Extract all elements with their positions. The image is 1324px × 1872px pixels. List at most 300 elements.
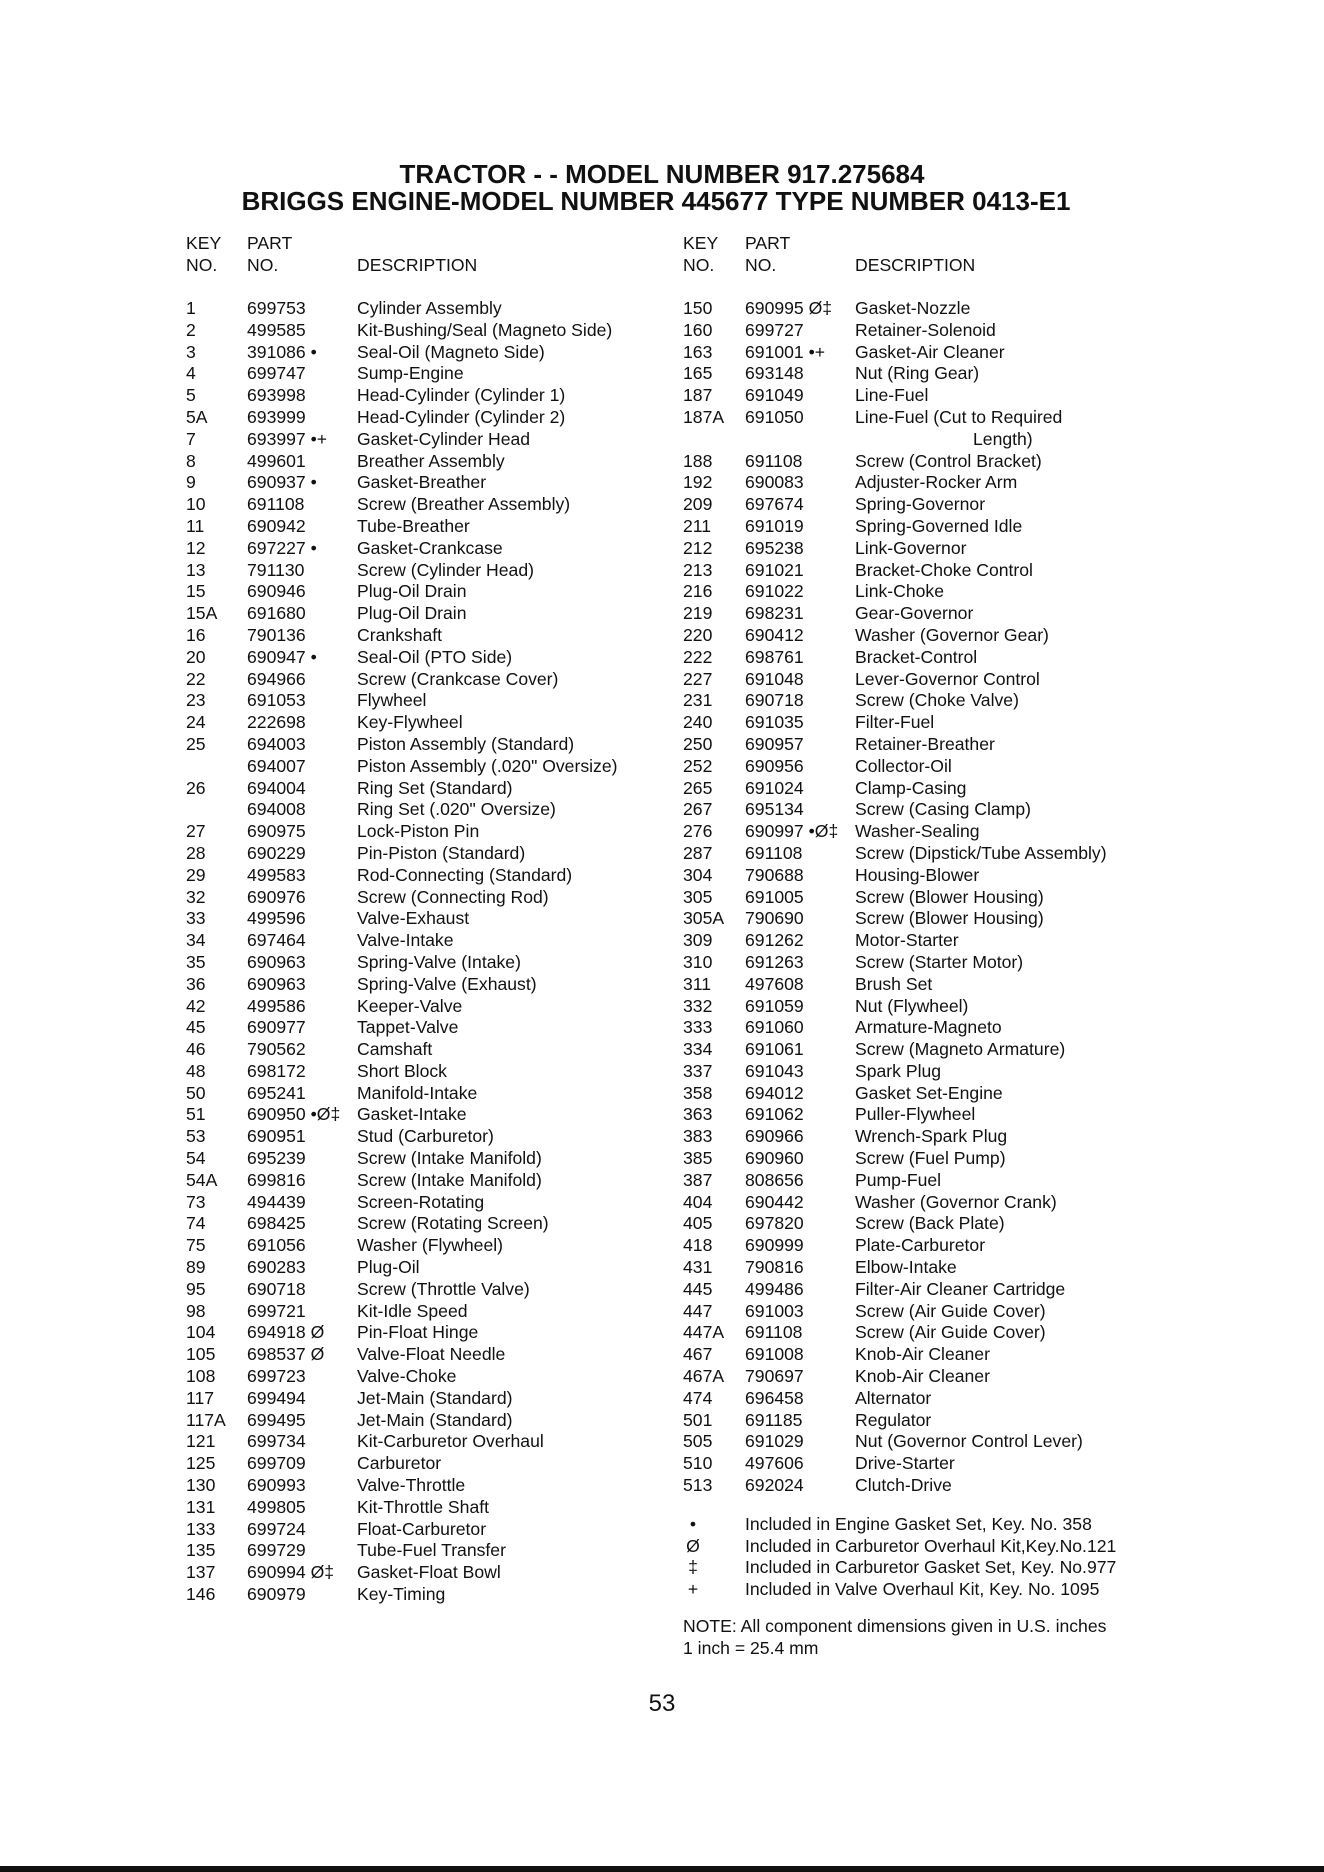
part-description: Clamp-Casing [855, 777, 967, 798]
key-no: 358 [683, 1082, 713, 1103]
part-description: Line-Fuel (Cut to Required [855, 406, 1063, 427]
part-description: Gear-Governor [855, 603, 974, 624]
part-no: 690718 [745, 690, 804, 711]
key-no: 98 [186, 1300, 206, 1321]
key-no: 32 [186, 886, 206, 907]
part-row [683, 1083, 1106, 1105]
part-description: Plate-Carburetor [855, 1235, 986, 1256]
part-no: 691108 [745, 450, 803, 471]
legend-text: Included in Carburetor Overhaul Kit,Key.No.121 [745, 1535, 1117, 1556]
part-description: Lock-Piston Pin [357, 821, 480, 842]
key-no: 188 [683, 450, 713, 471]
part-row [683, 560, 1106, 582]
key-no: 73 [186, 1191, 206, 1212]
part-row [683, 494, 1106, 516]
part-description: Pin-Float Hinge [357, 1322, 479, 1343]
key-no: 5 [186, 385, 196, 406]
part-header-bottom: NO. [745, 255, 777, 275]
part-no: 690951 [247, 1126, 306, 1147]
part-description: Screw (Air Guide Cover) [855, 1322, 1046, 1343]
part-no: 690950 •Ø‡ [247, 1104, 341, 1125]
part-no: 699709 [247, 1453, 306, 1474]
part-row [683, 908, 1106, 930]
part-no: 790816 [745, 1257, 804, 1278]
part-no: 691060 [745, 1017, 804, 1038]
legend-symbol: • [689, 1513, 697, 1534]
key-no: 11 [186, 515, 205, 536]
part-row [683, 1301, 1106, 1323]
parts-list-right [683, 232, 1117, 1659]
key-no: 332 [683, 995, 713, 1016]
key-no: 25 [186, 733, 206, 754]
part-no: 790690 [745, 908, 804, 929]
part-description: Nut (Ring Gear) [855, 363, 980, 384]
key-no: 187 [683, 385, 713, 406]
part-row [683, 342, 1106, 364]
key-no: 125 [186, 1453, 216, 1474]
part-row [683, 1453, 1106, 1475]
key-no: 54A [186, 1169, 218, 1190]
part-description: Washer (Governor Gear) [855, 624, 1049, 645]
description-header: DESCRIPTION [357, 255, 478, 275]
part-no: 691021 [745, 559, 804, 580]
part-row [683, 1213, 1106, 1235]
part-no: 691029 [745, 1431, 804, 1452]
key-no: 15 [186, 581, 206, 602]
key-no: 75 [186, 1235, 206, 1256]
part-no: 693998 [247, 385, 306, 406]
part-row [683, 407, 1106, 429]
part-row [683, 1039, 1106, 1061]
key-no: 135 [186, 1540, 216, 1561]
part-description: Washer (Flywheel) [357, 1235, 503, 1256]
key-no: 431 [683, 1257, 713, 1278]
part-no: 691022 [745, 581, 804, 602]
part-no: 790688 [745, 864, 804, 885]
part-description: Tube-Breather [357, 515, 470, 536]
part-no: 690229 [247, 842, 306, 863]
part-description: Screw (Rotating Screen) [357, 1213, 549, 1234]
key-no: 117 [186, 1387, 215, 1408]
key-no: 467A [683, 1366, 725, 1387]
part-no: 391086 • [247, 341, 317, 362]
part-description: Key-Timing [357, 1584, 446, 1605]
key-no: 24 [186, 712, 206, 733]
part-no: 694003 [247, 733, 306, 754]
part-description: Armature-Magneto [855, 1017, 1002, 1038]
part-description: Screw (Throttle Valve) [357, 1278, 530, 1299]
part-no: 808656 [745, 1169, 804, 1190]
legend-item [683, 1514, 1106, 1536]
part-description: Rod-Connecting (Standard) [357, 864, 573, 885]
key-no: 27 [186, 821, 206, 842]
part-no: 693997 •+ [247, 428, 328, 449]
part-description: Pump-Fuel [855, 1169, 942, 1190]
part-no: 690994 Ø‡ [247, 1562, 335, 1583]
part-row [683, 974, 1106, 996]
bottom-rule [0, 1866, 1324, 1872]
part-no: 790697 [745, 1366, 804, 1387]
part-description: Filter-Fuel [855, 712, 935, 733]
part-row [683, 647, 1106, 669]
part-description: Screw (Magneto Armature) [855, 1039, 1066, 1060]
key-no: 36 [186, 973, 206, 994]
part-no: 691108 [745, 1322, 803, 1343]
part-no: 695134 [745, 799, 804, 820]
part-row [683, 451, 1106, 473]
part-no: 698537 Ø [247, 1344, 325, 1365]
key-no: 309 [683, 930, 713, 951]
key-header-top: KEY [683, 233, 719, 253]
key-no: 4 [186, 363, 196, 384]
part-no: 694918 Ø [247, 1322, 325, 1343]
key-no: 216 [683, 581, 713, 602]
part-description: Nut (Governor Control Lever) [855, 1431, 1083, 1452]
part-description: Breather Assembly [357, 450, 505, 471]
part-no: 694012 [745, 1082, 804, 1103]
page-title: TRACTOR - - MODEL NUMBER 917.275684 [399, 159, 925, 189]
part-description: Plug-Oil Drain [357, 581, 467, 602]
part-no: 690997 •Ø‡ [745, 821, 839, 842]
part-row [683, 1104, 1106, 1126]
part-description: Screw (Control Bracket) [855, 450, 1042, 471]
part-header-bottom: NO. [247, 255, 279, 275]
key-no: 8 [186, 450, 196, 471]
part-no: 691008 [745, 1344, 804, 1365]
part-no: 699753 [247, 298, 306, 318]
part-no: 691053 [247, 690, 306, 711]
part-row [683, 690, 1106, 712]
key-no: 304 [683, 864, 713, 885]
key-no: 22 [186, 668, 206, 689]
part-description: Alternator [855, 1387, 932, 1408]
part-description: Crankshaft [357, 624, 443, 645]
key-no: 160 [683, 319, 713, 340]
key-no: 29 [186, 864, 206, 885]
part-no: 694008 [247, 799, 306, 820]
part-no: 691019 [745, 515, 804, 536]
column-header [683, 232, 1106, 298]
key-no: 305A [683, 908, 725, 929]
part-description: Adjuster-Rocker Arm [855, 472, 1018, 493]
key-no: 133 [186, 1518, 216, 1539]
part-description: Housing-Blower [855, 864, 980, 885]
key-header-bottom: NO. [683, 255, 715, 275]
key-no: 51 [186, 1104, 206, 1125]
legend-text: Included in Valve Overhaul Kit, Key. No. 1095 [745, 1579, 1100, 1600]
part-row [683, 429, 1106, 451]
part-description: Head-Cylinder (Cylinder 2) [357, 406, 566, 427]
part-row [683, 1257, 1106, 1279]
part-description: Spring-Valve (Intake) [357, 951, 521, 972]
part-no: 699816 [247, 1169, 306, 1190]
legend-item [683, 1535, 1117, 1558]
part-row [683, 1431, 1106, 1453]
part-no: 690995 Ø‡ [745, 298, 833, 318]
part-row [683, 778, 1106, 800]
key-no: 222 [683, 646, 713, 667]
part-description: Wrench-Spark Plug [855, 1126, 1008, 1147]
part-no: 690412 [745, 624, 804, 645]
part-description: Camshaft [357, 1039, 433, 1060]
key-no: 165 [683, 363, 713, 384]
part-description: Filter-Air Cleaner Cartridge [855, 1278, 1066, 1299]
part-no: 691003 [745, 1300, 804, 1321]
key-no: 3 [186, 341, 196, 362]
part-description: Screw (Dipstick/Tube Assembly) [855, 842, 1107, 863]
part-description: Stud (Carburetor) [357, 1126, 494, 1147]
key-no: 501 [683, 1409, 713, 1430]
part-description: Screw (Blower Housing) [855, 886, 1044, 907]
part-description: Link-Governor [855, 537, 967, 558]
key-no: 267 [683, 799, 713, 820]
part-no: 699729 [247, 1540, 306, 1561]
part-description: Washer (Governor Crank) [855, 1191, 1057, 1212]
part-no: 697227 • [247, 537, 317, 558]
part-description: Gasket-Breather [357, 472, 487, 493]
part-no: 497606 [745, 1453, 804, 1474]
part-no: 690442 [745, 1191, 804, 1212]
key-no: 252 [683, 755, 713, 776]
key-no: 130 [186, 1475, 216, 1496]
key-no: 9 [186, 472, 196, 493]
part-no: 690975 [247, 821, 306, 842]
key-no: 89 [186, 1257, 206, 1278]
part-row [683, 865, 1106, 887]
part-description: Retainer-Solenoid [855, 319, 996, 340]
part-no: 699723 [247, 1366, 306, 1387]
part-header-top: PART [247, 233, 293, 253]
part-description: Gasket-Air Cleaner [855, 341, 1005, 362]
key-no: 46 [186, 1039, 206, 1060]
key-no: 34 [186, 930, 206, 951]
part-description: Drive-Starter [855, 1453, 955, 1474]
part-row [683, 625, 1106, 647]
key-no: 240 [683, 712, 713, 733]
part-description: Screw (Intake Manifold) [357, 1148, 542, 1169]
part-no: 691049 [745, 385, 804, 406]
key-no: 12 [186, 537, 206, 558]
part-description: Piston Assembly (.020" Oversize) [357, 755, 618, 776]
part-description: Piston Assembly (Standard) [357, 733, 575, 754]
part-row [683, 734, 1106, 756]
key-no: 213 [683, 559, 713, 580]
part-description: Flywheel [357, 690, 427, 711]
part-description: Puller-Flywheel [855, 1104, 976, 1125]
key-no: 150 [683, 298, 713, 318]
part-description: Screw (Cylinder Head) [357, 559, 534, 580]
key-no: 310 [683, 951, 713, 972]
part-no: 499486 [745, 1278, 804, 1299]
part-no: 696458 [745, 1387, 804, 1408]
part-row [683, 320, 1106, 342]
part-row [683, 1235, 1106, 1257]
key-no: 42 [186, 995, 206, 1016]
part-description: Jet-Main (Standard) [357, 1409, 513, 1430]
key-no: 211 [683, 515, 712, 536]
part-description: Tube-Fuel Transfer [357, 1540, 506, 1561]
key-no: 163 [683, 341, 713, 362]
key-no: 131 [186, 1496, 216, 1517]
part-description: Head-Cylinder (Cylinder 1) [357, 385, 566, 406]
part-description: Link-Choke [855, 581, 944, 602]
part-description: Kit-Carburetor Overhaul [357, 1431, 544, 1452]
part-description: Gasket-Crankcase [357, 537, 503, 558]
key-no: 513 [683, 1475, 713, 1496]
part-no: 697464 [247, 930, 306, 951]
part-row [683, 538, 1106, 560]
key-no: 231 [683, 690, 713, 711]
symbol-legend [683, 1513, 1117, 1601]
part-no: 694966 [247, 668, 306, 689]
key-no: 121 [186, 1431, 216, 1452]
part-no: 690946 [247, 581, 306, 602]
key-no: 333 [683, 1017, 713, 1038]
legend-symbol: Ø [686, 1535, 700, 1556]
part-no: 697674 [745, 494, 804, 515]
part-description: Screw (Blower Housing) [855, 908, 1044, 929]
note-line: 1 inch = 25.4 mm [683, 1638, 819, 1659]
part-row [683, 385, 1106, 407]
key-no: 418 [683, 1235, 713, 1256]
part-no: 691061 [745, 1039, 804, 1060]
part-description: Spring-Valve (Exhaust) [357, 973, 537, 994]
part-no: 695238 [745, 537, 804, 558]
part-no: 699494 [247, 1387, 306, 1408]
part-description: Float-Carburetor [357, 1518, 487, 1539]
part-no: 698231 [745, 603, 804, 624]
key-header-top: KEY [186, 233, 222, 253]
part-no: 222698 [247, 712, 306, 733]
key-no: 16 [186, 624, 206, 645]
part-description: Screw (Back Plate) [855, 1213, 1005, 1234]
part-no: 693148 [745, 363, 804, 384]
part-no: 690966 [745, 1126, 804, 1147]
part-row [683, 1388, 1106, 1410]
part-description: Valve-Throttle [357, 1475, 466, 1496]
part-no: 699734 [247, 1431, 306, 1452]
part-row [683, 799, 1106, 821]
part-no: 699724 [247, 1518, 306, 1539]
key-no: 74 [186, 1213, 206, 1234]
key-no: 209 [683, 494, 713, 515]
part-header-top: PART [745, 233, 791, 253]
part-description: Screw (Fuel Pump) [855, 1148, 1006, 1169]
key-no: 265 [683, 777, 713, 798]
part-description: Cylinder Assembly [357, 298, 502, 318]
key-no: 474 [683, 1387, 713, 1408]
part-description: Plug-Oil Drain [357, 603, 467, 624]
key-no: 337 [683, 1060, 713, 1081]
part-no: 499596 [247, 908, 306, 929]
part-row [683, 1061, 1106, 1083]
part-description: Gasket Set-Engine [855, 1082, 1003, 1103]
key-no: 363 [683, 1104, 713, 1125]
part-no: 690977 [247, 1017, 306, 1038]
part-no: 698425 [247, 1213, 306, 1234]
part-description: Screw (Crankcase Cover) [357, 668, 559, 689]
part-no: 790562 [247, 1039, 306, 1060]
key-no: 404 [683, 1191, 713, 1212]
dimension-note [683, 1615, 1106, 1659]
part-description: Valve-Exhaust [357, 908, 470, 929]
key-no: 35 [186, 951, 206, 972]
part-description: Carburetor [357, 1453, 442, 1474]
key-no: 447 [683, 1300, 713, 1321]
part-no: 694007 [247, 755, 306, 776]
key-no: 311 [683, 973, 712, 994]
key-no: 50 [186, 1082, 206, 1103]
key-no: 108 [186, 1366, 216, 1387]
key-no: 445 [683, 1278, 713, 1299]
part-description: Keeper-Valve [357, 995, 463, 1016]
part-description: Plug-Oil [357, 1257, 420, 1278]
part-row [683, 996, 1106, 1018]
key-no: 250 [683, 733, 713, 754]
key-no: 28 [186, 842, 206, 863]
part-description: Regulator [855, 1409, 932, 1430]
part-description: Screw (Choke Valve) [855, 690, 1019, 711]
part-no: 497608 [745, 973, 804, 994]
key-no: 95 [186, 1278, 206, 1299]
key-no: 385 [683, 1148, 713, 1169]
key-no: 220 [683, 624, 713, 645]
part-no: 690999 [745, 1235, 804, 1256]
part-row [683, 669, 1106, 691]
part-no: 690960 [745, 1148, 804, 1169]
part-row [683, 952, 1106, 974]
part-row [683, 1475, 1106, 1497]
legend-text: Included in Engine Gasket Set, Key. No. 358 [745, 1513, 1092, 1534]
key-no: 447A [683, 1322, 725, 1343]
part-description: Ring Set (Standard) [357, 777, 513, 798]
part-description: Spring-Governed Idle [855, 515, 1023, 536]
part-no: 690979 [247, 1584, 306, 1605]
part-description: Sump-Engine [357, 363, 464, 384]
description-header: DESCRIPTION [855, 255, 976, 275]
key-no: 383 [683, 1126, 713, 1147]
legend-item [683, 1579, 1106, 1601]
part-no: 695241 [247, 1082, 306, 1103]
key-no: 20 [186, 646, 206, 667]
part-no: 499805 [247, 1496, 306, 1517]
part-description: Valve-Float Needle [357, 1344, 506, 1365]
part-description: Bracket-Control [855, 646, 978, 667]
key-no: 13 [186, 559, 206, 580]
part-no: 690283 [247, 1257, 306, 1278]
part-row [683, 887, 1106, 909]
part-description: Manifold-Intake [357, 1082, 478, 1103]
part-no: 690083 [745, 472, 804, 493]
part-description: Line-Fuel [855, 385, 929, 406]
key-no: 334 [683, 1039, 713, 1060]
part-description: Screw (Casing Clamp) [855, 799, 1031, 820]
part-description: Jet-Main (Standard) [357, 1387, 513, 1408]
part-row [683, 1148, 1106, 1170]
part-row [683, 603, 1106, 625]
legend-symbol: ‡ [688, 1557, 698, 1578]
key-no: 5A [186, 406, 208, 427]
part-no: 693999 [247, 406, 306, 427]
key-no: 15A [186, 603, 218, 624]
part-no: 690937 • [247, 472, 317, 493]
part-description: Elbow-Intake [855, 1257, 957, 1278]
part-no: 691050 [745, 406, 804, 427]
part-description: Screw (Intake Manifold) [357, 1169, 542, 1190]
key-no: 137 [186, 1562, 216, 1583]
part-row [683, 843, 1106, 865]
key-no: 287 [683, 842, 713, 863]
